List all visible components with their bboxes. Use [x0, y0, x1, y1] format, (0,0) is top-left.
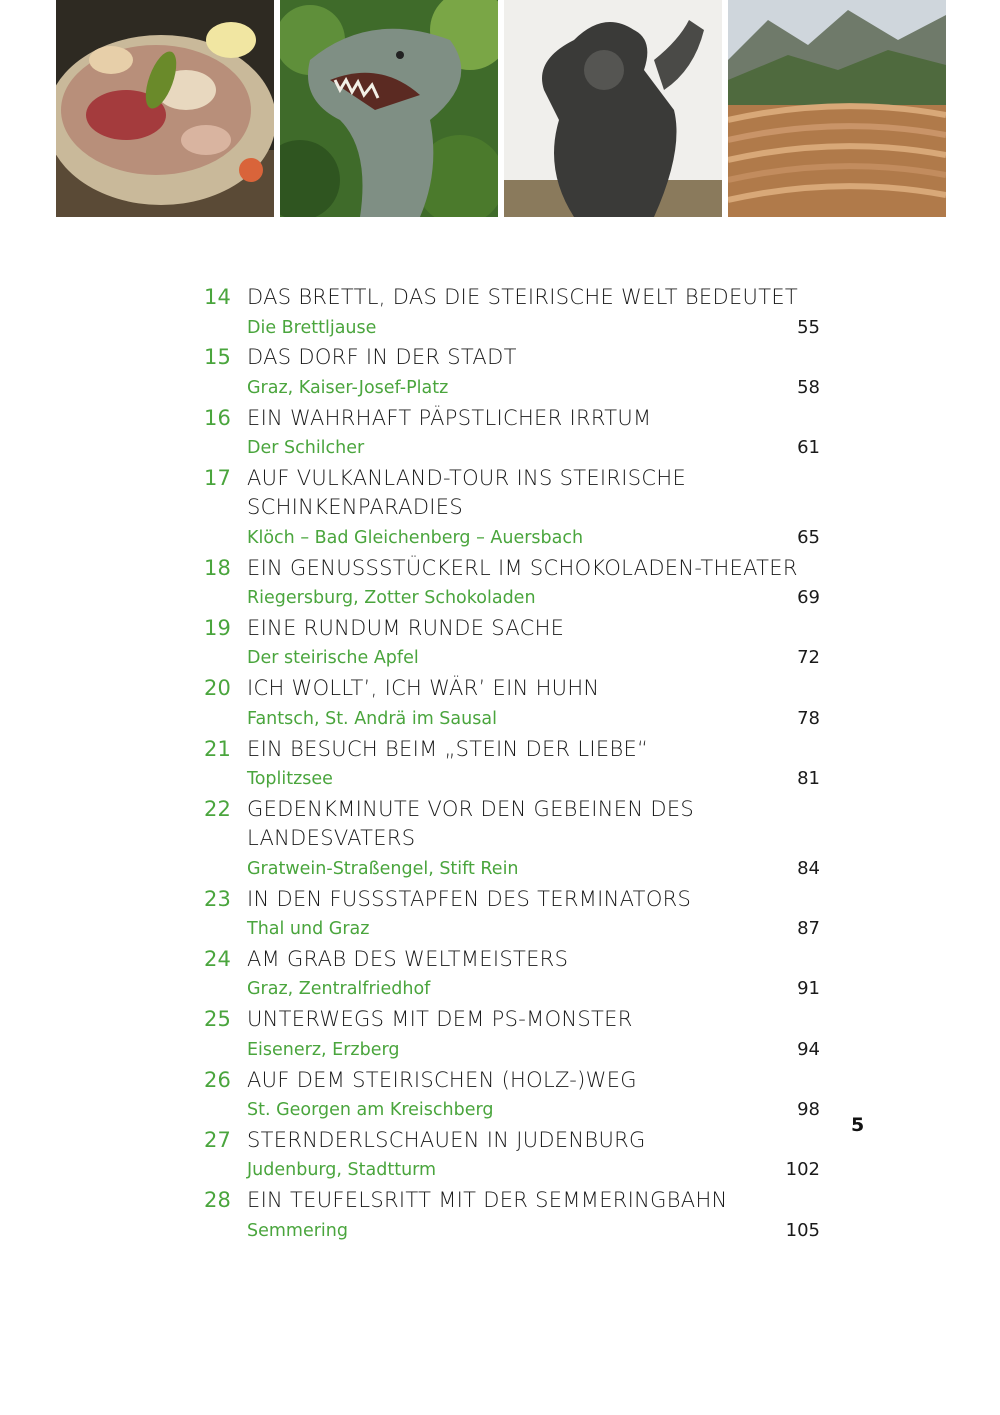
chapter-location: Graz, Zentralfriedhof	[247, 979, 431, 1000]
chapter-page-number: 69	[797, 587, 820, 609]
chapter-number: 25	[204, 1007, 232, 1032]
toc-title-row	[204, 614, 820, 644]
toc-entry	[204, 1005, 820, 1065]
toc-title-row	[204, 885, 820, 915]
chapter-number: 21	[204, 736, 232, 761]
brettljause-photo	[56, 0, 274, 217]
toc-sub-row	[247, 1095, 820, 1126]
chapter-location: Klöch – Bad Gleichenberg – Auersbach	[247, 527, 584, 548]
toc-entry	[204, 1066, 820, 1126]
toc-entry	[204, 283, 820, 343]
chapter-page-number: 61	[797, 437, 820, 459]
chapter-number: 28	[204, 1188, 232, 1213]
toc-sub-row	[247, 974, 820, 1005]
chapter-location: Thal und Graz	[247, 919, 370, 940]
chapter-page-number: 58	[797, 376, 820, 398]
photo-strip	[56, 0, 946, 217]
toc-title-row	[204, 945, 820, 975]
chapter-page-number: 94	[797, 1038, 820, 1060]
toc-sub-row	[247, 523, 820, 554]
chapter-number: 24	[204, 946, 232, 971]
chapter-title: AUF DEM STEIRISCHEN (HOLZ-)WEG	[247, 1067, 637, 1092]
chapter-number: 19	[204, 615, 232, 640]
toc-entry	[204, 614, 820, 674]
chapter-location: Der steirische Apfel	[247, 648, 419, 669]
chapter-number: 27	[204, 1127, 232, 1152]
toc-sub-row	[247, 433, 820, 464]
chapter-page-number: 78	[797, 707, 820, 729]
chapter-number: 26	[204, 1067, 232, 1092]
chapter-title: DAS DORF IN DER STADT	[247, 345, 517, 370]
chapter-location: Judenburg, Stadtturm	[247, 1160, 437, 1181]
toc-title-row	[204, 1005, 820, 1035]
chapter-location: Eisenerz, Erzberg	[247, 1039, 400, 1060]
chapter-location: Gratwein-Straßengel, Stift Rein	[247, 858, 519, 879]
toc-sub-row	[247, 1035, 820, 1066]
toc-entry	[204, 1186, 820, 1246]
toc-sub-row	[247, 914, 820, 945]
statue-photo	[504, 0, 722, 217]
toc-sub-row	[247, 373, 820, 404]
chapter-page-number: 91	[797, 978, 820, 1000]
toc-title-row	[204, 343, 820, 373]
toc-title-row	[204, 1186, 820, 1216]
chapter-title: IN DEN FUSSSTAPFEN DES TERMINATORS	[247, 886, 692, 911]
toc-entry	[204, 945, 820, 1005]
chapter-title: EIN TEUFELSRITT MIT DER SEMMERINGBAHN	[247, 1188, 728, 1213]
toc-sub-row	[247, 643, 820, 674]
chapter-number: 23	[204, 886, 232, 911]
toc-title-row	[204, 283, 820, 313]
toc-title-row	[204, 1066, 820, 1096]
toc-entry	[204, 795, 820, 885]
toc-entry	[204, 404, 820, 464]
toc-entry	[204, 735, 820, 795]
chapter-number: 15	[204, 345, 232, 370]
toc-entry	[204, 343, 820, 403]
chapter-title: EIN BESUCH BEIM „STEIN DER LIEBE“	[247, 736, 649, 761]
chapter-title: ICH WOLLT’, ICH WÄR’ EIN HUHN	[247, 676, 600, 701]
dinosaur-photo	[280, 0, 498, 217]
chapter-location: Toplitzsee	[247, 769, 333, 790]
chapter-location: Riegersburg, Zotter Schokoladen	[247, 588, 536, 609]
chapter-location: Semmering	[247, 1220, 348, 1241]
chapter-location: Der Schilcher	[247, 438, 365, 459]
toc-title-row	[204, 464, 820, 523]
chapter-number: 17	[204, 465, 232, 490]
toc-title-row	[204, 735, 820, 765]
chapter-page-number: 65	[797, 526, 820, 548]
chapter-title: EIN GENUSSSTÜCKERL IM SCHOKOLADEN-THEATER	[247, 555, 798, 580]
toc-sub-row	[247, 583, 820, 614]
chapter-title: DAS BRETTL, DAS DIE STEIRISCHE WELT BEDEUTET	[247, 285, 799, 309]
toc-entry	[204, 464, 820, 554]
erzberg-photo	[728, 0, 946, 217]
chapter-number: 16	[204, 405, 232, 430]
toc-sub-row	[247, 704, 820, 735]
chapter-number: 14	[204, 285, 232, 309]
toc-entry	[204, 674, 820, 734]
chapter-page-number: 84	[797, 857, 820, 879]
chapter-number: 18	[204, 555, 232, 580]
chapter-title: EIN WAHRHAFT PÄPSTLICHER IRRTUM	[247, 405, 652, 430]
toc-entry	[204, 1126, 820, 1186]
chapter-location: Graz, Kaiser-Josef-Platz	[247, 377, 449, 398]
page-number: 5	[851, 1114, 865, 1136]
toc-title-row	[204, 1126, 820, 1156]
toc-sub-row	[247, 1155, 820, 1186]
chapter-page-number: 87	[797, 918, 820, 940]
chapter-location: Fantsch, St. Andrä im Sausal	[247, 708, 497, 729]
toc-title-row	[204, 795, 820, 854]
table-of-contents	[204, 283, 820, 1246]
toc-sub-row	[247, 1216, 820, 1247]
toc-entry	[204, 885, 820, 945]
chapter-title: STERNDERLSCHAUEN IN JUDENBURG	[247, 1127, 646, 1152]
chapter-title: UNTERWEGS MIT DEM PS-MONSTER	[247, 1007, 633, 1032]
chapter-page-number: 81	[797, 768, 820, 790]
chapter-page-number: 98	[797, 1099, 820, 1121]
chapter-number: 20	[204, 676, 232, 701]
toc-title-row	[204, 404, 820, 434]
toc-sub-row	[247, 313, 820, 344]
chapter-page-number: 55	[797, 316, 820, 338]
chapter-title: AM GRAB DES WELTMEISTERS	[247, 946, 569, 971]
toc-sub-row	[247, 854, 820, 885]
toc-title-row	[204, 674, 820, 704]
chapter-title: GEDENKMINUTE VOR DEN GEBEINEN DES LANDESVATERS	[247, 796, 695, 851]
chapter-page-number: 105	[785, 1219, 820, 1241]
toc-entry	[204, 554, 820, 614]
toc-sub-row	[247, 764, 820, 795]
chapter-location: St. Georgen am Kreischberg	[247, 1100, 494, 1121]
chapter-number: 22	[204, 796, 232, 821]
toc-title-row	[204, 554, 820, 584]
chapter-location: Die Brettljause	[247, 317, 377, 338]
chapter-title: AUF VULKANLAND-TOUR INS STEIRISCHE SCHINKENPARADIES	[247, 465, 687, 520]
chapter-page-number: 72	[797, 647, 820, 669]
chapter-title: EINE RUNDUM RUNDE SACHE	[247, 615, 565, 640]
chapter-page-number: 102	[785, 1159, 820, 1181]
